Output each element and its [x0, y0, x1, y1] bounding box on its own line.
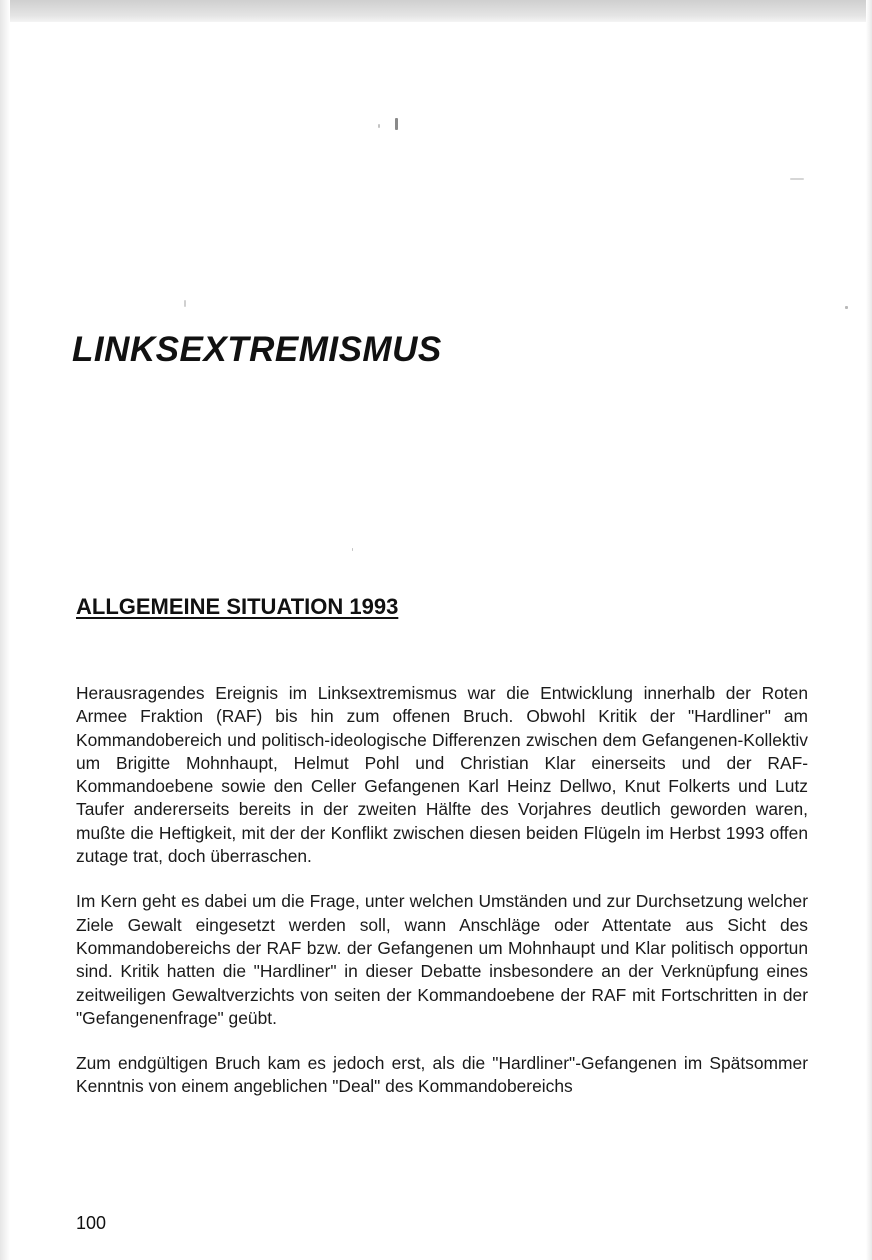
chapter-title: LINKSEXTREMISMUS — [72, 330, 442, 369]
page-number: 100 — [76, 1213, 107, 1233]
scan-speck — [378, 124, 380, 128]
paragraph-1: Herausragendes Ereignis im Linksextremismus war die Entwicklung innerhalb der Roten Armee Fraktion (RAF) bis hin zum offenen Bruch. Obwohl Kritik der "Hardliner" am Kommandobereich und politisch-ideologische Differenzen zwischen dem Gefangenen-Kollektiv um Brigitte Mohnhaupt, Helmut Pohl und Christian Klar einerseits und der RAF-Kommandoebene sowie den Celler Gefangenen Karl Heinz Dellwo, Knut Folkerts und Lutz Taufer andererseits bereits in der zweiten Hälfte des Vorjahres deutlich geworden waren, mußte die Heftigkeit, mit der der Konflikt zwischen diesen beiden Flügeln im Herbst 1993 offen zutage trat, doch überraschen. — [76, 683, 808, 867]
scan-speck — [184, 300, 186, 307]
scan-speck — [395, 118, 398, 130]
scan-speck — [845, 306, 848, 309]
paragraph-3: Zum endgültigen Bruch kam es jedoch erst, als die "Hardliner"-Gefangenen im Spätsommer Kenntnis von einem angeblichen "Deal" des Kommandobereichs — [76, 1053, 808, 1097]
scan-speck — [352, 548, 353, 551]
paragraph-2: Im Kern geht es dabei um die Frage, unter welchen Umständen und zur Durchsetzung welcher Ziele Gewalt eingesetzt werden soll, wann Anschläge oder Attentate aus Sicht des Kommandobereichs der RAF bzw. der Gefangenen um Mohnhaupt und Klar politisch opportun sind. Kritik hatten die "Hardliner" in dieser Debatte insbesondere an der Verknüpfung eines zeitweiligen Gewaltverzichts von seiten der Kommandoebene der RAF mit Fortschritten in der "Gefangenenfrage" geübt. — [76, 891, 808, 1028]
body-text — [76, 682, 808, 1099]
scan-border-top — [0, 0, 872, 22]
scan-border-right — [866, 0, 872, 1260]
scan-speck — [790, 178, 804, 180]
scan-border-left — [0, 0, 10, 1260]
section-heading: ALLGEMEINE SITUATION 1993 — [76, 594, 399, 619]
